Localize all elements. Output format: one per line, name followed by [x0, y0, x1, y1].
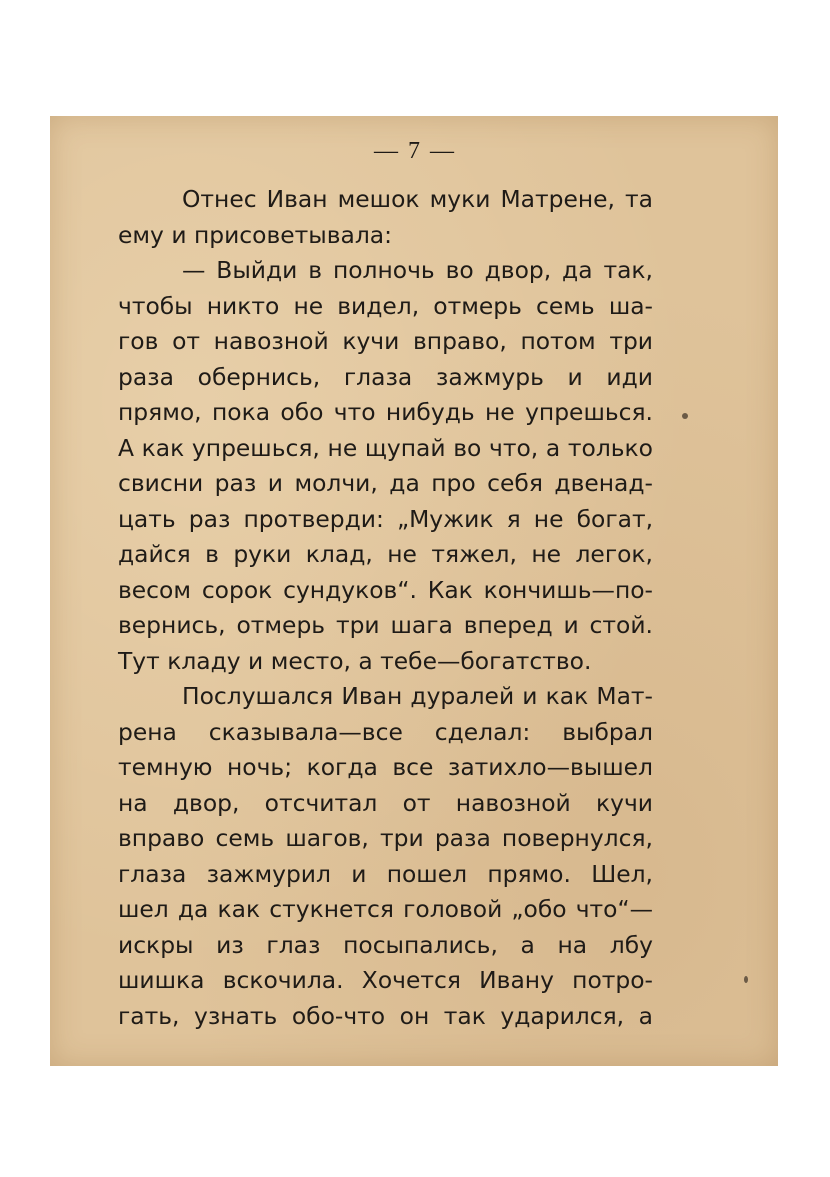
text-line: дайся в руки клад, не тяжел, не легок,	[118, 540, 653, 568]
text-line: Отнес Иван мешок муки Матрене, та	[182, 185, 653, 213]
text-line: темную ночь; когда все затихло—вышел	[118, 753, 653, 781]
text-line: Послушался Иван дуралей и как Мат-	[182, 682, 653, 710]
paper-speck	[682, 413, 688, 419]
page-number: — 7 —	[374, 138, 456, 164]
text-line: искры из глаз посыпались, а на лбу	[118, 930, 653, 959]
text-line: шел да как стукнется головой „обо что“—	[118, 895, 653, 923]
text-line: прямо, пока обо что нибудь не упрешься.	[118, 398, 653, 426]
text-line: Тут кладу и место, а тебе—богатство.	[118, 646, 592, 675]
text-line: гов от навозной кучи вправо, потом три	[118, 327, 653, 355]
text-line: ему и присоветывала:	[118, 220, 393, 249]
text-line: рена сказывала—все сделал: выбрал	[118, 717, 653, 746]
text-line: свисни раз и молчи, да про себя двенад-	[118, 469, 653, 497]
text-line: — Выйди в полночь во двор, да так,	[182, 256, 653, 284]
text-line: чтобы никто не видел, отмерь семь ша-	[118, 291, 653, 320]
text-line: глаза зажмурил и пошел прямо. Шел,	[118, 859, 653, 888]
text-line: гать, узнать обо-что он так ударился, а	[118, 1001, 653, 1030]
text-line: раза обернись, глаза зажмурь и иди	[118, 362, 653, 391]
text-line: шишка вскочила. Хочется Ивану потро-	[118, 966, 653, 994]
text-line: цать раз протверди: „Мужик я не богат,	[118, 504, 653, 533]
text-line: на двор, отсчитал от навозной кучи	[118, 788, 653, 817]
text-line: А как упрешься, не щупай во что, а только	[118, 433, 653, 462]
body-text	[118, 182, 653, 1034]
paper-speck	[744, 976, 748, 983]
text-line: вернись, отмерь три шага вперед и стой.	[118, 611, 653, 639]
text-line: вправо семь шагов, три раза повернулся,	[118, 824, 653, 852]
text-line: весом сорок сундуков“. Как кончишь—по-	[118, 575, 653, 604]
